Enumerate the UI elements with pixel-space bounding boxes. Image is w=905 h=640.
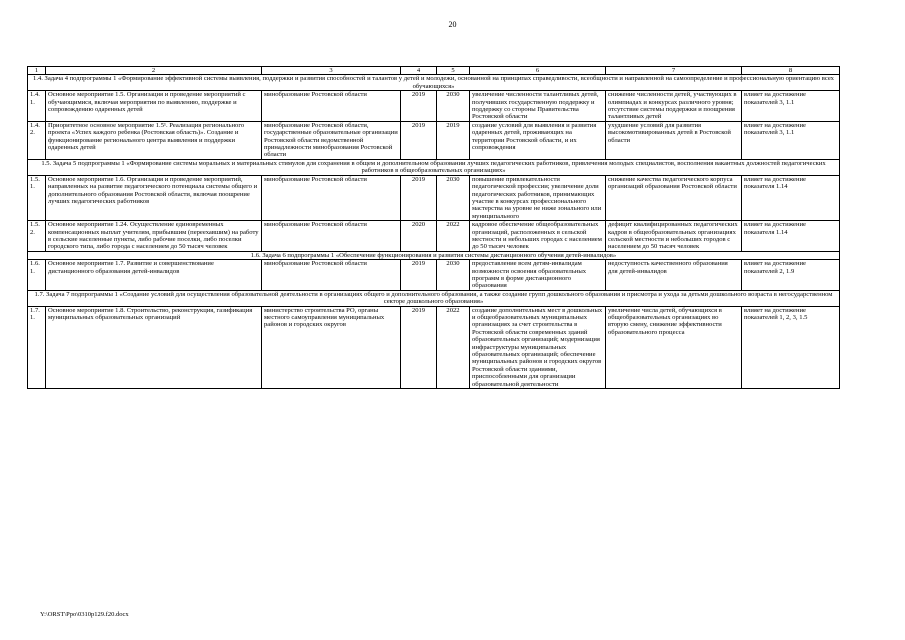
column-header: 7: [606, 67, 742, 75]
executor-cell: минобразование Ростовской области: [262, 221, 401, 252]
indicator-link-cell: влияет на достижение показателей 3, 1.1: [742, 121, 840, 159]
row-number: 1.4.2.: [28, 121, 46, 159]
column-header: 4: [401, 67, 437, 75]
row-number: 1.6.1.: [28, 260, 46, 291]
section-row: [28, 159, 840, 175]
executor-cell: минобразование Ростовской области: [262, 91, 401, 122]
column-header: 6: [470, 67, 606, 75]
consequence-cell: увеличение числа детей, обучающихся в общеобразовательных организациях во вторую смену, снижение эффективности образовательного процесса: [606, 306, 742, 388]
section-row: [28, 75, 840, 91]
row-number: 1.4.1.: [28, 91, 46, 122]
start-year-cell: 2020: [401, 221, 437, 252]
indicator-link-cell: влияет на достижение показателей 1, 2, 3, 1.5: [742, 306, 840, 388]
measure-cell: Основное мероприятие 1.8. Строительство, реконструкция, газификация муниципальных образовательных организаций: [46, 306, 262, 388]
column-header: 1: [28, 67, 46, 75]
end-year-cell: 2030: [437, 91, 470, 122]
measure-cell: Основное мероприятие 1.7. Развитие и совершенствование дистанционного образования детей-инвалидов: [46, 260, 262, 291]
table-row: [28, 306, 840, 388]
end-year-cell: 2022: [437, 306, 470, 388]
start-year-cell: 2019: [401, 91, 437, 122]
executor-cell: минобразование Ростовской области: [262, 260, 401, 291]
result-cell: создание условий для выявления и развития одаренных детей, проживающих на территории Ростовской области, и их сопровождения: [470, 121, 606, 159]
result-cell: увеличение численности талантливых детей, получивших государственную поддержку и поддержку со стороны Правительства Ростовской области: [470, 91, 606, 122]
table-row: [28, 91, 840, 122]
section-title: 1.4. Задача 4 подпрограммы 1 «Формирование эффективной системы выявления, поддержки и развития способностей и талантов у детей и молодежи, основанной на принципах справедливости, всеобщности и направленной на самоопределение и профессиональную ориентацию всех обучающихся»: [28, 75, 840, 91]
end-year-cell: 2022: [437, 221, 470, 252]
executor-cell: минобразование Ростовской области, государственные образовательные организации Ростовской области ведомственной принадлежности минобразования Ростовской области: [262, 121, 401, 159]
start-year-cell: 2019: [401, 260, 437, 291]
column-header: 2: [46, 67, 262, 75]
section-title: 1.7. Задача 7 подпрограммы 1 «Создание условий для осуществления образовательной деятельности в организациях общего и дополнительного образования, а также создание групп дошкольного образования и присмотра и ухода за детьми дошкольного возраста в негосударственном секторе дошкольного образования»: [28, 290, 840, 306]
row-number: 1.5.2.: [28, 221, 46, 252]
result-cell: кадровое обеспечение общеобразовательных организаций, расположенных в сельской местности и небольших городах с населением до 50 тысяч человек: [470, 221, 606, 252]
page-number: 20: [448, 20, 457, 29]
section-row: [28, 290, 840, 306]
consequence-cell: снижение численности детей, участвующих в олимпиадах и конкурсах различного уровня; отсутствие системы поддержки и поощрения талантливых детей: [606, 91, 742, 122]
row-number: 1.7.1.: [28, 306, 46, 388]
result-cell: повышение привлекательности педагогической профессии; увеличение доли педагогических работников, принимающих участие в конкурсах профессионального мастерства на уровне не ниже зонального или муниципального: [470, 175, 606, 220]
result-cell: предоставление всем детям-инвалидам возможности освоения образовательных программ в форме дистанционного образования: [470, 260, 606, 291]
measure-cell: Основное мероприятие 1.24. Осуществление единовременных компенсационных выплат учителям, прибывшим (переехавшим) на работу в сельские населенные пункты, либо рабочие поселки, либо поселки городского типа, либо города с населением до 50 тысяч человек: [46, 221, 262, 252]
indicator-link-cell: влияет на достижение показателя 1.14: [742, 175, 840, 220]
column-header: 8: [742, 67, 840, 75]
column-header: 3: [262, 67, 401, 75]
table-row: [28, 175, 840, 220]
consequence-cell: дефицит квалифицированных педагогических кадров в общеобразовательных организациях сельской местности и небольших городов с населением до 50 тысяч человек: [606, 221, 742, 252]
end-year-cell: 2019: [437, 121, 470, 159]
consequence-cell: недоступность качественного образования для детей-инвалидов: [606, 260, 742, 291]
measure-cell: Основное мероприятие 1.5. Организация и проведение мероприятий с обучающимися, включая мероприятия по выявлению, поддержке и сопровождению одаренных детей: [46, 91, 262, 122]
consequence-cell: снижение качества педагогического корпуса организаций образования Ростовской области: [606, 175, 742, 220]
file-path-footer: Y:\ORST\Ppo\0310p129.f20.docx: [40, 611, 129, 618]
measure-cell: Основное мероприятие 1.6. Организация и проведение мероприятий, направленных на развитие педагогического потенциала системы общего и дополнительного образования Ростовской области, включая поощрение лучших педагогических работников: [46, 175, 262, 220]
header-row: [28, 67, 840, 75]
indicator-link-cell: влияет на достижение показателя 1.14: [742, 221, 840, 252]
row-number: 1.5.1.: [28, 175, 46, 220]
result-cell: создание дополнительных мест в дошкольных и общеобразовательных муниципальных организациях за счет строительства в Ростовской области современных зданий образовательных организаций; модернизация инфраструктуры муниципальных образовательных организаций; обеспечение муниципальных районов и городских округов Ростовской области зданиями, приспособленными для организации образовательной деятельности: [470, 306, 606, 388]
executor-cell: министерство строительства РО, органы местного самоуправления муниципальных районов и городских округов: [262, 306, 401, 388]
end-year-cell: 2030: [437, 260, 470, 291]
start-year-cell: 2019: [401, 175, 437, 220]
consequence-cell: ухудшение условий для развития высокомотивированных детей в Ростовской области: [606, 121, 742, 159]
end-year-cell: 2030: [437, 175, 470, 220]
column-header: 5: [437, 67, 470, 75]
table-row: [28, 260, 840, 291]
section-title: 1.5. Задача 5 подпрограммы 1 «Формирование системы моральных и материальных стимулов для сохранения в общем и дополнительном образовании лучших педагогических работников, привлечения молодых специалистов, восполнения вакантных должностей педагогических работников в общеобразовательных организациях»: [28, 159, 840, 175]
measures-table: [27, 66, 840, 389]
start-year-cell: 2019: [401, 306, 437, 388]
table-row: [28, 221, 840, 252]
section-row: [28, 251, 840, 259]
start-year-cell: 2019: [401, 121, 437, 159]
indicator-link-cell: влияет на достижение показателей 2, 1.9: [742, 260, 840, 291]
indicator-link-cell: влияет на достижение показателей 3, 1.1: [742, 91, 840, 122]
executor-cell: минобразование Ростовской области: [262, 175, 401, 220]
measure-cell: Приоритетное основное мероприятие 1.5¹. Реализация регионального проекта «Успех каждого ребенка (Ростовская область)». Создание и функционирование регионального центра выявления и поддержки одаренных детей: [46, 121, 262, 159]
section-title: 1.6. Задача 6 подпрограммы 1 «Обеспечение функционирования и развития системы дистанционного обучения детей-инвалидов»: [28, 251, 840, 259]
table-row: [28, 121, 840, 159]
